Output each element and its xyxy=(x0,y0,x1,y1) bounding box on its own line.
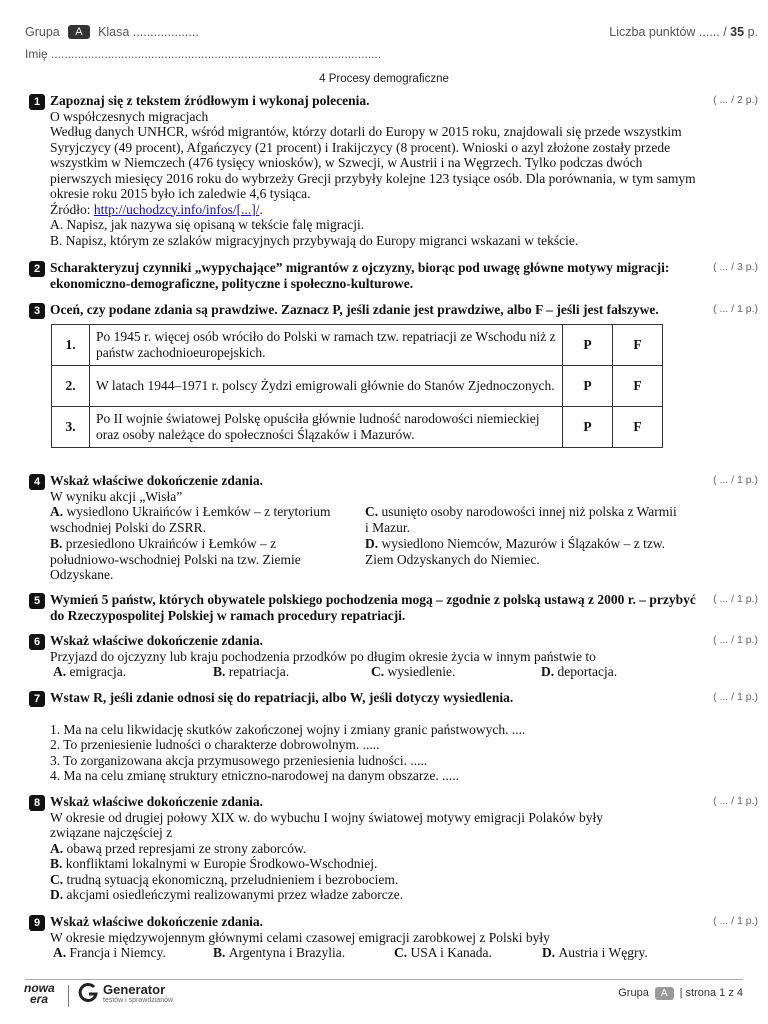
row-statement: Po 1945 r. więcej osób wróciło do Polski w ramach tzw. repatriacji ze Wschodu niż z państw zachodnioeuropejskich. xyxy=(90,324,563,365)
footer-group-badge: A xyxy=(655,987,674,1000)
name-field: Imię ................................................................................................... xyxy=(25,47,382,61)
task-4-points: ( ... / 1 p.) xyxy=(713,474,758,486)
task-number: 4 xyxy=(29,474,45,490)
option-b[interactable]: B. konfliktami lokalnymi w Europie Środkowo-Wschodniej. xyxy=(50,856,378,871)
option-b[interactable]: B. repatriacja. xyxy=(213,664,290,679)
task-instruction: Wskaż właściwe dokończenie zdania. xyxy=(50,794,264,809)
answer-false[interactable]: F xyxy=(613,324,663,365)
generator-logo-text: Generator xyxy=(103,982,166,997)
points-header xyxy=(609,25,758,39)
footer-group-label: Grupa xyxy=(618,987,649,999)
task-2 xyxy=(29,260,699,291)
row-statement: W latach 1944–1971 r. polscy Żydzi emigrowali głównie do Stanów Zjednoczonych. xyxy=(90,365,563,406)
option-c[interactable]: C. usunięto osoby narodowości innej niż polska z Warmii i Mazur. xyxy=(365,504,677,535)
task-4 xyxy=(29,473,699,583)
task-stem: Przyjazd do ojczyzny lub kraju pochodzenia przodków po długim okresie życia w innym państwie to xyxy=(50,648,596,664)
table-row xyxy=(52,406,663,447)
row-number: 1. xyxy=(52,324,90,365)
answer-false[interactable]: F xyxy=(613,365,663,406)
option-a[interactable]: A. obawą przed represjami ze strony zaborców. xyxy=(50,840,307,856)
task-stem: W okresie od drugiej połowy XIX w. do wybuchu I wojny światowej motywy emigracji Polaków były związane najczęściej z xyxy=(50,809,604,840)
task-2-points: ( ... / 3 p.) xyxy=(713,261,758,273)
task-7-points: ( ... / 1 p.) xyxy=(713,691,758,703)
list-item[interactable]: 3. To zorganizowana akcja przymusowego przeniesienia ludności. ..... xyxy=(50,752,428,768)
source-label: Źródło: xyxy=(50,201,91,217)
task-5 xyxy=(29,592,699,623)
task-number: 8 xyxy=(29,795,45,811)
answer-false[interactable]: F xyxy=(613,406,663,447)
task-1-points: ( ... / 2 p.) xyxy=(713,94,758,106)
points-total: 35 xyxy=(730,25,745,39)
source-title: O współczesnych migracjach xyxy=(50,108,209,124)
option-d[interactable]: D. wysiedlono Niemców, Mazurów i Ślązaków – z tzw. Ziem Odzyskanych do Niemiec. xyxy=(365,536,666,567)
option-a[interactable]: A. emigracja. xyxy=(53,664,127,679)
task-stem: W wyniku akcji „Wisła” xyxy=(50,488,183,504)
group-label: Grupa xyxy=(25,25,60,39)
task-5-points: ( ... / 1 p.) xyxy=(713,593,758,605)
list-item[interactable]: 1. Ma na celu likwidację skutków zakończonej wojny i zmiany granic państwowych. .... xyxy=(50,721,526,737)
option-a[interactable]: A. wysiedlono Ukraińców i Łemków – z terytorium wschodniej Polski do ZSRR. xyxy=(50,504,331,535)
logo-separator xyxy=(68,985,69,1007)
task-number: 2 xyxy=(29,261,45,277)
task-instruction: Wskaż właściwe dokończenie zdania. xyxy=(50,914,264,929)
task-9 xyxy=(29,914,699,961)
list-item[interactable]: 2. To przeniesienie ludności o charakterze dobrowolnym. ..... xyxy=(50,737,380,752)
task-instruction: Wstaw R, jeśli zdanie odnosi się do repatriacji, albo W, jeśli dotyczy wysiedlenia. xyxy=(50,690,514,705)
row-number: 2. xyxy=(52,365,90,406)
list-item[interactable]: 4. Ma na celu zmianę struktury etniczno-narodowej na danym obszarze. ..... xyxy=(50,768,459,783)
task-stem: W okresie międzywojennym głównymi celami czasowej emigracji zarobkowej z Polski były xyxy=(50,929,550,945)
task-3-points: ( ... / 1 p.) xyxy=(713,303,758,315)
source-text: Według danych UNHCR, wśród migrantów, którzy dotarli do Europy w 2015 roku, znajdowali się przede wszystkim Syryjczycy (49 procent), Afgańczycy (21 procent) i Irakijczycy (8 procent). Wnioski o azyl złożone zostały przede wszystkim w Niemczech (476 tysięcy wniosków), w Szwecji, w Austrii i na Węgrzech. Tylko podczas dwóch pierwszych miesięcy 2016 roku do wybrzeży Grecji przybyły kolejne 123 tysiące osób. Dla porównania, w tym samym okresie roku 2015 było ich zaledwie 4,6 tysiąca. xyxy=(50,124,696,201)
page-number: | strona 1 z 4 xyxy=(679,987,743,999)
question-a: A. Napisz, jak nazywa się opisaną w tekście falę migracji. xyxy=(50,217,365,232)
source-link[interactable]: http://uchodzcy.info/infos/[...]/ xyxy=(93,201,260,217)
answer-true[interactable]: P xyxy=(563,324,613,365)
source-line: Źródło: http://uchodzcy.info/infos/[...]/. xyxy=(50,201,263,217)
task-number: 5 xyxy=(29,593,45,609)
task-number: 9 xyxy=(29,915,45,931)
task-6 xyxy=(29,633,699,680)
section-title: 4 Procesy demograficzne xyxy=(319,73,449,85)
task-1 xyxy=(29,93,699,248)
task-7 xyxy=(29,690,699,784)
points-label: Liczba punktów ...... / xyxy=(609,25,727,39)
option-b[interactable]: B. przesiedlono Ukraińców i Łemków – z południowo-wschodniej Polski na tzw. Ziemie Odzyskane. xyxy=(50,536,301,582)
task-number: 6 xyxy=(29,634,45,650)
row-number: 3. xyxy=(52,406,90,447)
generator-logo-subtitle: testów i sprawdzianów xyxy=(103,997,174,1004)
task-8-points: ( ... / 1 p.) xyxy=(713,795,758,807)
task-instruction: Wymień 5 państw, których obywatele polskiego pochodzenia mogą – zgodnie z polską ustawą z 2000 r. – przybyć do Rzeczypospolitej Polskiej w ramach procedury repatriacji. xyxy=(50,592,696,623)
option-d[interactable]: D. deportacja. xyxy=(541,664,618,679)
group-header xyxy=(25,25,199,39)
class-label: Klasa ................... xyxy=(98,25,199,39)
answer-true[interactable]: P xyxy=(563,365,613,406)
generator-logo-icon xyxy=(77,982,99,1004)
option-c[interactable]: C. wysiedlenie. xyxy=(371,664,456,679)
option-d[interactable]: D. akcjami osiedleńczymi realizowanymi przez władze zaborcze. xyxy=(50,887,404,902)
option-d[interactable]: D. Austria i Węgry. xyxy=(542,945,648,960)
option-b[interactable]: B. Argentyna i Brazylia. xyxy=(213,945,346,960)
option-a[interactable]: A. Francja i Niemcy. xyxy=(53,945,166,960)
nowa-era-logo: nowa era xyxy=(24,981,55,1006)
task-instruction: Scharakteryzuj czynniki „wypychające” migrantów z ojczyzny, biorąc pod uwagę główne motywy migracji: ekonomiczno-demograficzne, polityczne i społeczno-kulturowe. xyxy=(50,260,670,291)
page-indicator xyxy=(618,987,743,1000)
group-badge: A xyxy=(68,25,89,39)
answer-true[interactable]: P xyxy=(563,406,613,447)
task-3 xyxy=(29,302,699,448)
task-instruction: Oceń, czy podane zdania są prawdziwe. Zaznacz P, jeśli zdanie jest prawdziwe, albo F – jeśli jest fałszywe. xyxy=(50,302,659,317)
task-9-points: ( ... / 1 p.) xyxy=(713,915,758,927)
true-false-table xyxy=(51,324,663,448)
task-8 xyxy=(29,794,699,903)
question-b: B. Napisz, którym ze szlaków migracyjnych przybywają do Europy migranci wskazani w tekście. xyxy=(50,232,579,248)
task-6-points: ( ... / 1 p.) xyxy=(713,634,758,646)
table-row xyxy=(52,324,663,365)
table-row xyxy=(52,365,663,406)
task-number: 7 xyxy=(29,691,45,707)
points-unit: p. xyxy=(747,25,758,39)
task-number: 3 xyxy=(29,303,45,319)
option-c[interactable]: C. USA i Kanada. xyxy=(394,945,492,960)
task-instruction: Wskaż właściwe dokończenie zdania. xyxy=(50,633,264,648)
task-instruction: Wskaż właściwe dokończenie zdania. xyxy=(50,473,264,488)
task-instruction: Zapoznaj się z tekstem źródłowym i wykonaj polecenia. xyxy=(50,93,370,108)
row-statement: Po II wojnie światowej Polskę opuściła głównie ludność narodowości niemieckiej oraz osoby należące do społeczności Ślązaków i Mazurów. xyxy=(90,406,563,447)
option-c[interactable]: C. trudną sytuacją ekonomiczną, przeludnieniem i bezrobociem. xyxy=(50,871,399,887)
footer-divider xyxy=(25,979,743,980)
task-number: 1 xyxy=(29,94,45,110)
